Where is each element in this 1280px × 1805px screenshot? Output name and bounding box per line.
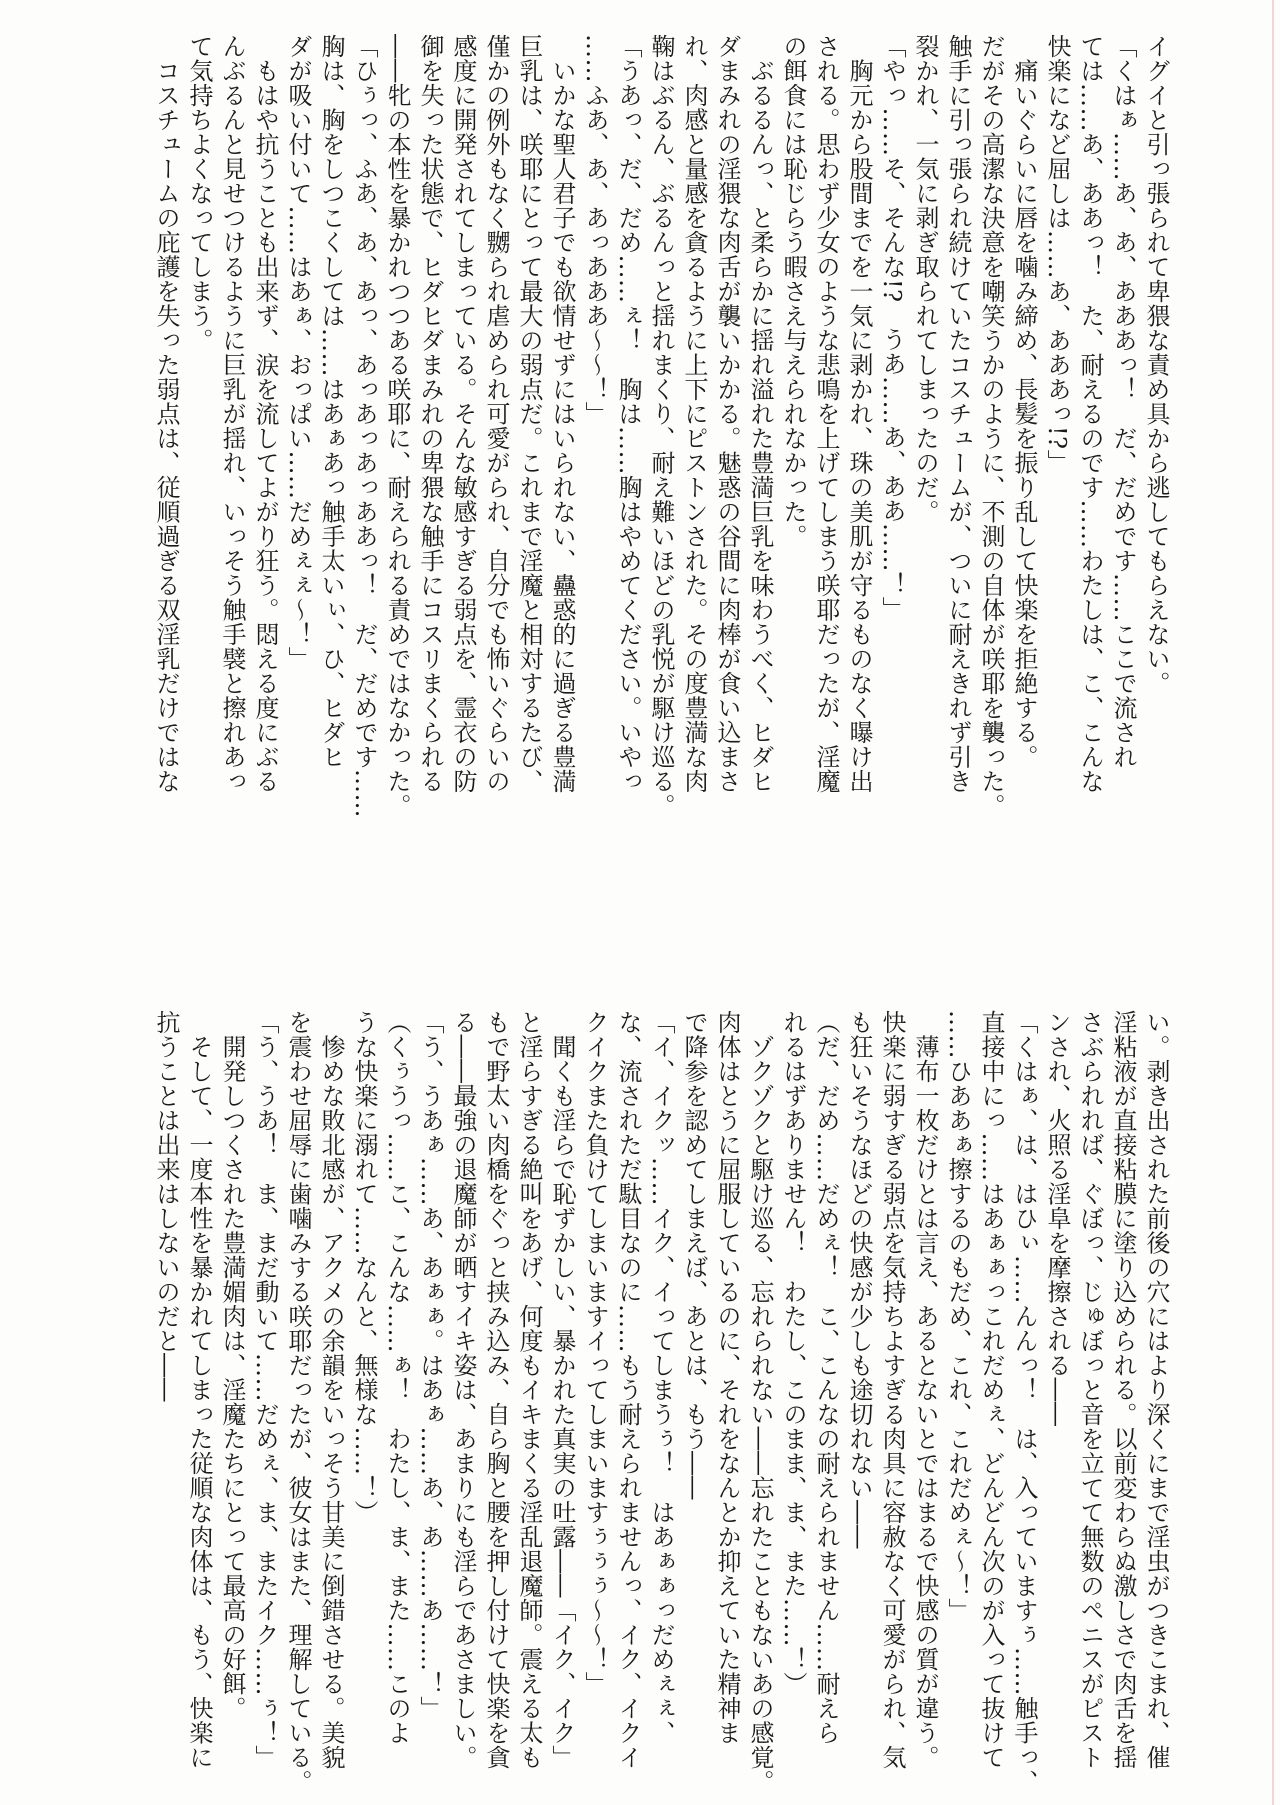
text-line: れ、肉感と量感を貪るように上下にピストンされた。その度豊満な肉 xyxy=(680,34,708,794)
text-line: も狂いそうなほどの快感が少しも途切れない―― xyxy=(845,1010,873,1549)
text-line: ては……あ、ああっ！ た、耐えるのです……わたしは、こ、こんな xyxy=(1076,34,1104,794)
text-line: 抗うことは出来はしないのだと―― xyxy=(152,1010,180,1402)
text-block-lower xyxy=(149,1010,1172,1794)
text-line: んぶるんと見せつけるように巨乳が揺れ、いっそう触手襞と擦れあっ xyxy=(218,34,246,794)
text-line: 「やっ……そ、そんな!? うあ……あ、ああ……！」 xyxy=(878,34,906,622)
text-line: クイクまた負けてしまいますイってしまいますぅぅぅ～～！」 xyxy=(581,1010,609,1696)
text-line: で降参を認めてしまえば、あとは、もう―― xyxy=(680,1010,708,1500)
text-line: 快楽に弱すぎる弱点を気持ちよすぎる肉具に容赦なく可愛がられ、気 xyxy=(878,1010,906,1770)
text-line: だがその高潔な決意を嘲笑うかのように、不測の自体が咲耶を襲った。 xyxy=(977,34,1005,818)
text-line: いかな聖人君子でも欲情せずにはいられない、蠱惑的に過ぎる豊満 xyxy=(548,34,576,794)
text-line: 「う、うあぁ……あ、あぁぁ。はあぁ……あ、あ……あ……！」 xyxy=(416,1010,444,1721)
text-line: 痛いぐらいに唇を噛み締め、長髪を振り乱して快楽を拒絶する。 xyxy=(1010,34,1038,769)
text-line: 感度に開発されてしまっている。そんな敏感すぎる弱点を、霊衣の防 xyxy=(449,34,477,794)
text-line: い。剥き出された前後の穴にはより深くにまで淫虫がつきこまれ、催 xyxy=(1142,1010,1170,1770)
text-line: ――牝の本性を暴かれつつある咲耶に、耐えられる責めではなかった。 xyxy=(383,34,411,818)
text-line: 「くはぁ、は、はひぃ……んんっ！ は、入っていますぅ……触手っ、 xyxy=(1010,1010,1038,1794)
text-line: 直接中にっ……はあぁぁっこれだめぇ、どんどん次のが入って抜けて xyxy=(977,1010,1005,1770)
text-line: 「う、うあ！ ま、まだ動いて……だめぇ、ま、またイク……ぅ！」 xyxy=(251,1010,279,1770)
text-line: 快楽になど屈しは……あ、あああっ!?」 xyxy=(1043,34,1071,475)
text-line: ンされ、火照る淫阜を摩擦される―― xyxy=(1043,1010,1071,1427)
text-line: もで野太い肉橋をぐっと挟み込み、自ら胸と腰を押し付けて快楽を貪 xyxy=(482,1010,510,1770)
text-line: コスチュームの庇護を失った弱点は、従順過ぎる双淫乳だけではな xyxy=(152,34,180,794)
text-line: ダまみれの淫猥な肉舌が襲いかかる。魅惑の谷間に肉棒が食い込まさ xyxy=(713,34,741,794)
text-line: ……ふあ、あ、あっあああ～～！」 xyxy=(581,34,609,426)
text-line: 「イ、イクッ……イク、イってしまうぅ！ はあぁぁっだめぇぇ、 xyxy=(647,1010,675,1745)
text-block-upper xyxy=(149,34,1172,818)
text-line: 裂かれ、一気に剥ぎ取られてしまったのだ。 xyxy=(911,34,939,524)
text-line: れるはずありません！ わたし、このまま、ま、また……！） xyxy=(779,1010,807,1696)
text-line: 鞠はぶるん、ぶるんっと揺れまくり、耐え難いほどの乳悦が駆け巡る。 xyxy=(647,34,675,818)
text-line: 惨めな敗北感が、アクメの余韻をいっそう甘美に倒錯させる。美貌 xyxy=(317,1010,345,1770)
text-line: 触手に引っ張られ続けていたコスチュームが、ついに耐えきれず引き xyxy=(944,34,972,794)
text-line: 巨乳は、咲耶にとって最大の弱点だ。これまで淫魔と相対するたび、 xyxy=(515,34,543,794)
text-line: うな快楽に溺れて……なんと、無様な……！） xyxy=(350,1010,378,1525)
text-line: 僅かの例外もなく嬲られ虐められ可愛がられ、自分でも怖いぐらいの xyxy=(482,34,510,794)
text-line: 肉体はとうに屈服しているのに、それをなんとか抑えていた精神ま xyxy=(713,1010,741,1745)
text-line: （だ、だめ……だめぇ！ こ、こんなの耐えられません……耐えら xyxy=(812,1010,840,1745)
text-line: そして、一度本性を暴かれてしまった従順な肉体は、もう、快楽に xyxy=(185,1010,213,1770)
text-line: 「ひぅっ、ふあ、あ、あっ、あっあっあっああっ！ だ、だめです…… xyxy=(350,34,378,818)
text-line: 御を失った状態で、ヒダヒダまみれの卑猥な触手にコスリまくられる xyxy=(416,34,444,794)
text-line: 胸は、胸をしつこくしては……はあぁあっ触手太いぃ、ひ、ヒダヒ xyxy=(317,34,345,769)
text-line: ゾクゾクと駆け巡る、忘れられない――忘れたこともないあの感覚。 xyxy=(746,1010,774,1794)
text-line: ……ひああぁ擦するのもだめ、これ、これだめぇ～！」 xyxy=(944,1010,972,1623)
text-line: さぶられれば、ぐぼっ、じゅぼっと音を立てて無数のペニスがピスト xyxy=(1076,1010,1104,1770)
text-line: 「うあっ、だ、だめ……ぇ！ 胸は……胸はやめてください。いやっ xyxy=(614,34,642,794)
text-line: （くぅうっ……こ、こんな……ぁ！ わたし、ま、また……このよ xyxy=(383,1010,411,1745)
text-line: て気持ちよくなってしまう。 xyxy=(185,34,213,353)
text-line: 薄布一枚だけとは言え、あるとないとではまるで快感の質が違う。 xyxy=(911,1010,939,1770)
text-line: ダが吸い付いて……はあぁ、おっぱい……だめぇぇ～！」 xyxy=(284,34,312,671)
text-line: ぶるるんっ、と柔らかに揺れ溢れた豊満巨乳を味わうべく、ヒダヒ xyxy=(746,34,774,794)
text-line: と淫らすぎる絶叫をあげ、何度もイキまくる淫乱退魔師。震える太も xyxy=(515,1010,543,1770)
text-line: 聞くも淫らで恥ずかしい、暴かれた真実の吐露――「イク、イク」 xyxy=(548,1010,576,1770)
text-line: イグイと引っ張られて卑猥な責め具から逃してもらえない。 xyxy=(1142,34,1170,696)
text-line: る――最強の退魔師が晒すイキ姿は、あまりにも淫らであさましい。 xyxy=(449,1010,477,1770)
page-edge xyxy=(1272,0,1274,1805)
text-line: 「くはぁ……あ、あ、あああっ！ だ、だめです……ここで流され xyxy=(1109,34,1137,769)
text-line: される。思わず少女のような悲鳴を上げてしまう咲耶だったが、淫魔 xyxy=(812,34,840,794)
text-line: な、流されただ駄目なのに……もう耐えられませんっ、イク、イクイ xyxy=(614,1010,642,1770)
text-line: の餌食には恥じらう暇さえ与えられなかった。 xyxy=(779,34,807,549)
text-line: 開発しつくされた豊満媚肉は、淫魔たちにとって最高の好餌。 xyxy=(218,1010,246,1721)
text-line: 胸元から股間までを一気に剥かれ、珠の美肌が守るものなく曝け出 xyxy=(845,34,873,794)
text-line: 淫粘液が直接粘膜に塗り込められる。以前変わらぬ激しさで肉舌を揺 xyxy=(1109,1010,1137,1770)
text-line: もはや抗うことも出来ず、涙を流してよがり狂う。悶える度にぶる xyxy=(251,34,279,794)
text-line: を震わせ屈辱に歯噛みする咲耶だったが、彼女はまた、理解している。 xyxy=(284,1010,312,1794)
